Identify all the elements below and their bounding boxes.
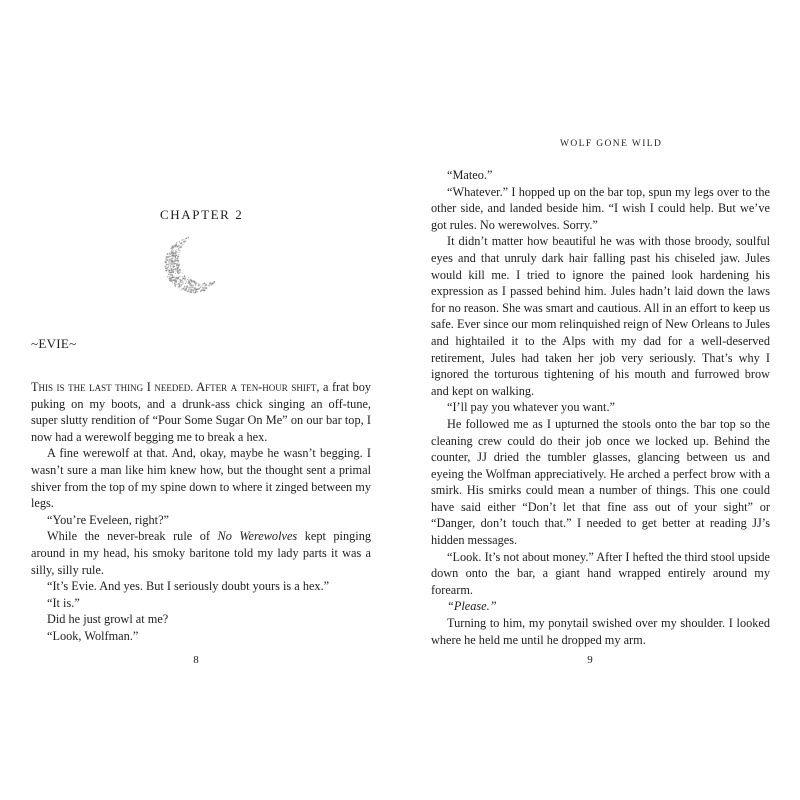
paragraph: A fine werewolf at that. And, okay, maybe he wasn’t begging. I wasn’t sure a man like him knew how, but the thought sent a primal shiver from the top of my spine down to where it zinged between my legs. bbox=[31, 446, 371, 511]
paragraph: “Whatever.” I hopped up on the bar top, spun my legs over to the other side, and landed beside him. “I wish I could help. But we’ve got rules. No werewolves. Sorry.” bbox=[431, 184, 770, 232]
paragraph: “I’ll pay you whatever you want.” bbox=[447, 400, 615, 415]
paragraph: “It is.” bbox=[47, 595, 80, 610]
paragraph: “It’s Evie. And yes. But I seriously doubt yours is a hex.” bbox=[47, 579, 330, 594]
emphasis-text: “Please.” bbox=[447, 599, 497, 614]
right-page bbox=[400, 0, 800, 800]
paragraph: Turning to him, my ponytail swished over my shoulder. I looked where he held me until he dropped my arm. bbox=[431, 616, 770, 647]
right-body-text bbox=[431, 167, 770, 648]
crescent-moon-icon bbox=[163, 234, 215, 296]
emphasis-text: No Werewolves bbox=[217, 529, 298, 544]
pov-marker: ~EVIE~ bbox=[31, 336, 77, 351]
paragraph-text: a frat boy puking on my boots, and a drunk-ass chick singing an off-tune, super slutty rendition of “Pour Some Sugar On Me” on our bar top, I now had a werewolf begging me to break a hex. bbox=[31, 380, 372, 444]
paragraph: “Look, Wolfman.” bbox=[47, 628, 139, 643]
lead-in-smallcaps: This is the last thing I needed. After a ten-hour shift, bbox=[31, 380, 320, 394]
chapter-heading: CHAPTER 2 bbox=[160, 207, 244, 222]
paragraph: It didn’t matter how beautiful he was with those broody, soulful eyes and that unruly dark hair falling past his chiseled jaw. Jules would kill me. I tried to ignore the pained look hardening his expression as I passed behind him. Jules hadn’t laid down the laws for no reason. She was smart and cautious. All in an effort to keep us safe. Ever since our mom relinquished reign of New Orleans to Jules and hightailed it to the Alps with my dad for a well-deserved retirement, Jules had taken her job very seriously. That’s why I ignored the torturous tightening of his mouth and furrowed brow and kept on walking. bbox=[431, 234, 770, 398]
paragraph bbox=[31, 379, 371, 445]
page-number: 9 bbox=[587, 654, 593, 666]
paragraph: “Mateo.” bbox=[447, 168, 493, 182]
paragraph: He followed me as I upturned the stools onto the bar top so the cleaning crew could do their job once we locked up. Behind the counter, JJ dried the tumbler glasses, glancing between us and eyeing the Wolfman appreciatively. He arched a perfect brow with a smirk. His smirks could mean a number of things. This one could have said either “Don’t let that fine ass out of your sight” or “Danger, don’t touch that.” I needed to get better at reading JJ’s hidden messages. bbox=[431, 416, 770, 548]
paragraph bbox=[31, 528, 371, 578]
paragraph-text: While the never-break rule of bbox=[47, 529, 218, 544]
paragraph: Did he just growl at me? bbox=[47, 612, 169, 627]
paragraph: “You’re Eveleen, right?” bbox=[47, 512, 170, 527]
running-head: WOLF GONE WILD bbox=[560, 139, 663, 149]
page-number: 8 bbox=[193, 654, 199, 666]
left-body-text bbox=[31, 379, 371, 645]
paragraph bbox=[431, 598, 770, 615]
paragraph-text: kept pinging around in my head, his smoky baritone told my lady parts it was a silly, silly rule. bbox=[31, 529, 371, 577]
paragraph: “Look. It’s not about money.” After I hefted the third stool upside down onto the bar, a giant hand wrapped entirely around my forearm. bbox=[431, 549, 770, 597]
